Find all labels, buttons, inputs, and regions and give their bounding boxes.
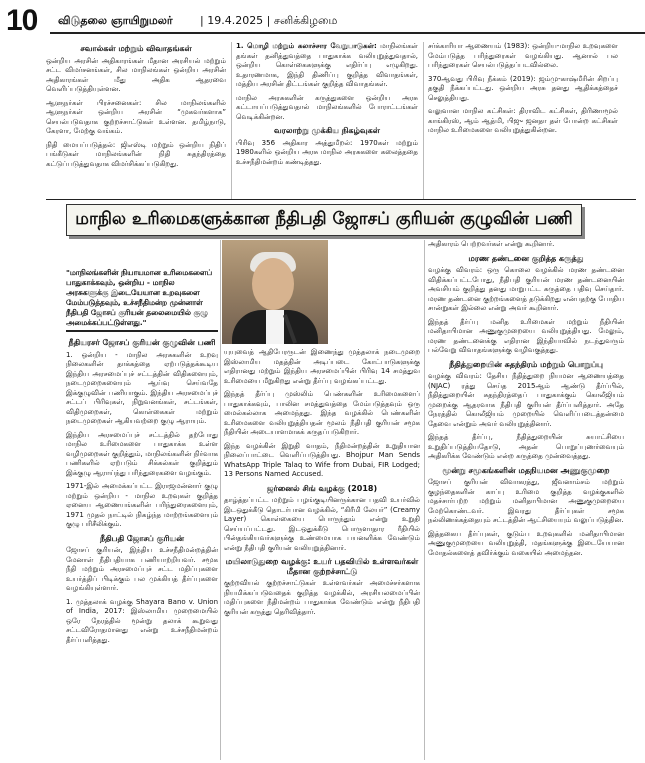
column-divider	[231, 42, 232, 200]
paragraph: 1971-இல் அமைக்கப்பட்ட இராஜமன்னார் குழு மற்றும் ஒன்றிய - மாநில உறவுகள் குறித்த ஏனைய ஆணையங்களின் பரிந்துரைகளையும், 1971 முதல் நாட்டில் நிகழ்ந்த மாற்றங்களையும் குழு பரிசீலிக்கும்.	[66, 482, 218, 528]
paragraph: வழக்கு விவரம்: தேசிய நீதித்துறை நியமன ஆணையத்தை (NJAC) ரத்து செய்த 2015ஆம் ஆண்டு தீர்ப்பில், நீதித்துறையின் சுதந்திரத்தைப் பாதுகாக்கும் கொலீஜியம் முறைக்கு ஆதரவாக நீதிபதி குரியன் தீர்ப்பளித்தார். அதே நேரத்தில் கொலீஜியம் முறையில் வெளிப்படைத்தன்மை தேவை என்றும் அவர் வலியுறுத்தினார்.	[428, 372, 624, 428]
intro-quote: "மாநிலங்களின் நியாயமான உரிமைகளைப் பாதுகாக்கவும், ஒன்றிய - மாநில அரசுகளுக்கு இடையேயான உறவுகளை மேம்படுத்தவும், உச்சநீதிமன்ற முன்னாள் நீதிபதி ஜோசப் குரியன் தலைமையில் குழு அமைக்கப்பட்டுள்ளது."	[66, 268, 213, 327]
subheading: 1. மொழி மற்றும் கலாச்சார வேறுபாடுகள்:	[236, 42, 377, 50]
date-line: | 19.4.2025 | சனிக்கிழமை	[200, 14, 338, 27]
paragraph: இந்த வழக்கின் இறுதி வாதம், நீதிமன்றத்தின் உறுதியான நிலைப்பாட்டை வெளிப்படுத்தியது. Bhojpur Man Sends WhatsApp Triple Talaq to Wife from Dubai, FIR Lodged; 13 Persons Named Accused.	[224, 441, 420, 478]
top-column-1	[46, 42, 226, 200]
justice-photo	[222, 240, 328, 344]
middle-column	[224, 348, 420, 760]
paragraph: 370ஆவது பிரிவு நீக்கம் (2019): ஜம்மு-காஷ்மீரின் சிறப்பு தகுதி நீக்கப்பட்டது. ஒன்றிய அரசு தனது ஆதிக்கத்தைச் செலுத்தியது.	[428, 74, 618, 102]
top-column-3	[428, 42, 618, 200]
paragraph: நிதி மையப்படுத்தல்: ஜிஎஸ்டி மற்றும் ஒன்றிய நிதிப் பங்கீடுகள் மாநிலங்களின் நிதி சுதந்திரத்தை கட்டுப்படுத்துவதாக விமர்சிக்கப்படுகிறது.	[46, 140, 226, 168]
section-heading: சவால்கள் மற்றும் விவாதங்கள்	[80, 44, 192, 53]
section-heading: மயிலாடுதுறை வழக்கு: உயர் பதவியில் உள்ளவர்கள் மீதான குற்றச்சாட்டு	[225, 557, 419, 576]
page-header	[0, 0, 645, 40]
top-column-2	[236, 42, 418, 200]
section-heading: நீதித்துறையின் சுதந்திரம் மற்றும் பொறுப்பு	[449, 359, 603, 369]
paragraph: 1. ஒன்றிய - மாநில அரசுகளின் உறவு நிலைகளின் தாக்கத்தை ஏற்படுத்தக்கூடிய இந்திய அரசமைப்புச் சட்டத்தின் விதிகளையும், நடைமுறைகளையும் ஆய்வு செய்வதே இக்குழுவின் பணியாகும். இந்திய அரசமைப்புச் சட்டப் பிரிவுகள், நிறுவனங்கள், சட்டங்கள், விதிமுறைகள், கொள்கைகள் மற்றும் நடைமுறைகள் ஆகியவற்றை குழு ஆராயும்.	[66, 350, 218, 425]
paragraph: பிரிவு 356 அதிகார அத்துமீறல்: 1970கள் மற்றும் 1980களில் ஒன்றிய அரசு மாநில அரசுகளை கலைத்ததை உச்சநீதிமன்றம் கண்டித்தது.	[236, 138, 418, 166]
photo-shirt	[266, 310, 284, 344]
paragraph: இந்தத் தீர்ப்பு முஸ்லிம் பெண்களின் உரிமைகளைப் பாதுகாக்கவும், பாலின சமத்துவத்தை மேம்படுத்தவும் ஒரு மைல்கல்லாக அமைந்தது. இந்த வழக்கில் பெண்களின் உரிமைகளை வலியுறுத்தியதன் மூலம் நீதிபதி குரியன் சமூக நீதியின் அடையாளமாகக் கருதப்படுகிறார்.	[224, 390, 420, 436]
paragraph: இத்தகைய தீர்ப்புகள், குடும்ப உறவுகளில் மனிதாபிமான அணுகுமுறையை வலியுறுத்தி, மதங்களுக்கு இடையேயான மோதல்களைத் தவிர்க்கும் வகையில் அமைந்தன.	[428, 529, 624, 557]
paragraph-text: மாநிலங்கள் தங்கள் தனித்துவத்தை பாதுகாக்க வலியுறுத்துவதால், ஒன்றிய கொள்கைகளுக்கு எதிர்ப்பு எழுகிறது. உதாரணமாக, இந்தி திணிப்பு குறித்த விவாதங்கள், மத்திய அரசின் திட்டங்கள் குறித்த விவாதங்கள்.	[236, 42, 418, 88]
section-heading: நீதிபதி ஜோசப் குரியன்	[99, 533, 185, 543]
photo-face	[252, 258, 294, 310]
paragraph: யுயுவைத் ஆதிபேரருடன் இணைந்து முத்தலாக் நடைமுறை இஸ்லாமிய மதத்தின் அடிப்படை கோட்பாடுகளுக்கு எதிரானது மற்றும் இந்திய அரசமைப்பின் பிரிவு 14 சமத்துவ உரிமையை மீறுகிறது என்று தீர்ப்பு வழங்கப்பட்டது.	[224, 348, 420, 385]
paragraph: ஒன்றிய அரசின் அதிகாரங்கள் மீதான அரசியல் மற்றும் சட்ட விமர்சனங்கள், சில மாநிலங்கள் ஒன்றிய அரசின் அதிகாரங்கள் மீது அதிக ஆதரவை வெளிப்படுத்தியுள்ளன.	[46, 56, 226, 93]
section-heading: வரலாற்று முக்கிய நிகழ்வுகள்	[274, 126, 380, 135]
paragraph: இந்தத் தீர்ப்பு மனித உரிமைகள் மற்றும் நீதியின் மனிதாபிமான அணுகுமுறையை வலியுறுத்தியது. மேலும், மரண தண்டனைக்கு எதிரான இந்தியாவில் நடந்துவரும் பல்வேறு விவாதங்களுக்கு வழிவகுத்தது.	[428, 317, 624, 354]
newspaper-name: விடுதலை ஞாயிறுமலர்	[58, 14, 173, 27]
right-column	[428, 240, 624, 760]
intro-rule	[66, 330, 218, 332]
section-rule	[46, 199, 636, 200]
article-banner-title: மாநில உரிமைகளுக்கான நீதிபதி ஜோசப் குரியன் குழுவின் பணி	[66, 204, 582, 236]
paragraph: இந்தத் தீர்ப்பு, நீதித்துறையின் சுயாட்சியை உறுதிப்படுத்தியதோடு, அதன் பொறுப்புணர்வையும் அதிகரிக்க வேண்டும் என்ற கருத்தை முன்வைத்தது.	[428, 433, 624, 460]
left-column	[66, 336, 218, 760]
page-number: 10	[6, 4, 38, 37]
paragraph: தாழ்த்தப்பட்ட மற்றும் பழங்குடியினருக்கான பதவி உயர்வில் இடஒதுக்கீடு தொடர்பான வழக்கில், “கிரீமி லேயர்” (Creamy Layer) கொள்கையை பொருந்தும் என்று உறுதி செய்யப்பட்டது. இடஒதுக்கீடு பொருளாதார ரீதியில் பின்தங்கியவர்களுக்கு உண்மையாக பயனளிக்க வேண்டும் என்று நீதிபதி குரியன் வலியுறுத்தினார்.	[224, 496, 420, 552]
header-rule	[50, 32, 645, 34]
paragraph: ஆளுநர்கள் பிரச்சனைகள்: சில மாநிலங்களில் ஆளுநர்கள் ஒன்றிய அரசின் “முகவர்களாக” செயல்படுவதாக குற்றச்சாட்டுகள் உள்ளன. தமிழ்நாடு, கேரளா, மேற்கு வங்கம்.	[46, 98, 226, 135]
paragraph: இந்திய அரசமைப்புச் சட்டத்தில் தற்போது மாநில உரிமைகளை பாதுகாக்க உள்ள வழிமுறைகள் குறித்தும், மாநிலங்களின் நிர்வாக பணிகளில் ஏற்படும் சிக்கல்கள் குறித்தும் இக்குழு ஆராய்ந்து பரிந்துரைகளை வழங்கும்.	[66, 430, 218, 477]
section-heading: மூன்று சமூகங்களின் மதநியமன அணுகுமுறை	[442, 465, 610, 475]
paragraph: 1. முத்தலாக் வழக்கு Shayara Bano v. Union of India, 2017: இஸ்லாமிய முறைமையில் ஒரே நேரத்தில் மூன்று தலாக் கூறுவது சட்டவிரோதமானது என்று உச்சநீதிமன்றம் தீர்ப்பளித்தது.	[66, 597, 218, 644]
column-divider	[424, 240, 425, 760]
paragraph: ஜோசப் குரியன், இந்திய உச்சநீதிமன்றத்தின் மேனாள் நீதிபதியாக பணியாற்றியவர். சமூக நீதி மற்றும் அரசமைப்புச் சட்ட மதிப்புகளை உயர்த்திப் பிடிக்கும் பல முக்கியத் தீர்ப்புகளை வழங்கியுள்ளார்.	[66, 546, 218, 592]
paragraph: வழக்கு விவரம்: ஒரு கொலை வழக்கில் மரண தண்டனை விதிக்கப்பட்டபோது, நீதிபதி குரியன் மரண தண்டனையின் அவசியம் குறித்து தனது மாறுபட்ட கருத்தை பதிவு செய்தார். மரண தண்டனை குற்றங்களைத் தடுக்கிறது என்பதற்கு போதிய சான்றுகள் இல்லை என்று அவர் கூறினார்.	[428, 266, 624, 312]
column-divider	[220, 240, 221, 760]
section-heading: ஜர்னைல் சிங் வழக்கு (2018)	[266, 483, 378, 493]
paragraph: ஜோசப் குரியன் விவாகரத்து, ஜீவனாம்சம் மற்றும் குழந்தைகளின் காப்பு உரிமை குறித்த வழக்குகளில் மதச்சார்பற்ற மற்றும் மனிதாபிமான அணுகுமுறையை மேற்கொண்டவர். இவரது தீர்ப்புகள் சமூக நல்லிணக்கத்தையும் சட்டத்தின் ஆட்சியையும் வலுப்படுத்தின.	[428, 478, 624, 524]
section-heading: நீதியரசர் ஜோசப் குரியன் குழுவின் பணி	[68, 338, 216, 347]
paragraph: வலுவான மாநில கட்சிகள்: திராவிட கட்சிகள், திரிணாமூல் காங்கிரஸ், ஆம் ஆத்மி, பிஜு ஜனதா தள் போன்ற கட்சிகள் மாநில உரிமைகளை வலியுறுத்துகின்றன.	[428, 107, 618, 134]
paragraph: குற்றவியல் குற்றச்சாட்டுகள் உள்ளவர்கள் அமைச்சர்களாக நியமிக்கப்படுவதைக் குறித்த வழக்கில், அரசியலமைப்பின் மதிப்புகளை நீதிமன்றம் பாதுகாக்க வேண்டும் என்று நீதிபதி குரியன் கருத்து தெரிவித்தார்.	[224, 579, 420, 616]
paragraph: அதிகாரம் பெற்றவர்கள் என்று கூறினார்.	[428, 240, 555, 248]
paragraph: மாநில அரசுகளின் கருத்துகளை ஒன்றிய அரசு கட்டாயப்படுத்துவதால் மாநிலங்களில் போராட்டங்கள் வெடிக்கின்றன.	[236, 93, 418, 121]
column-divider	[423, 42, 424, 200]
section-heading: மரண தண்டனை குறித்த கருத்து	[468, 253, 584, 263]
paragraph: சர்க்காரியா ஆணையம் (1983): ஒன்றிய-மாநில உறவுகளை மேம்படுத்த பரிந்துரைகள் வழங்கியது. ஆனால் பல பரிந்துரைகள் செயல்படுத்தப்படவில்லை.	[428, 42, 618, 69]
middle-column-top	[332, 240, 420, 346]
paragraph	[236, 42, 418, 90]
